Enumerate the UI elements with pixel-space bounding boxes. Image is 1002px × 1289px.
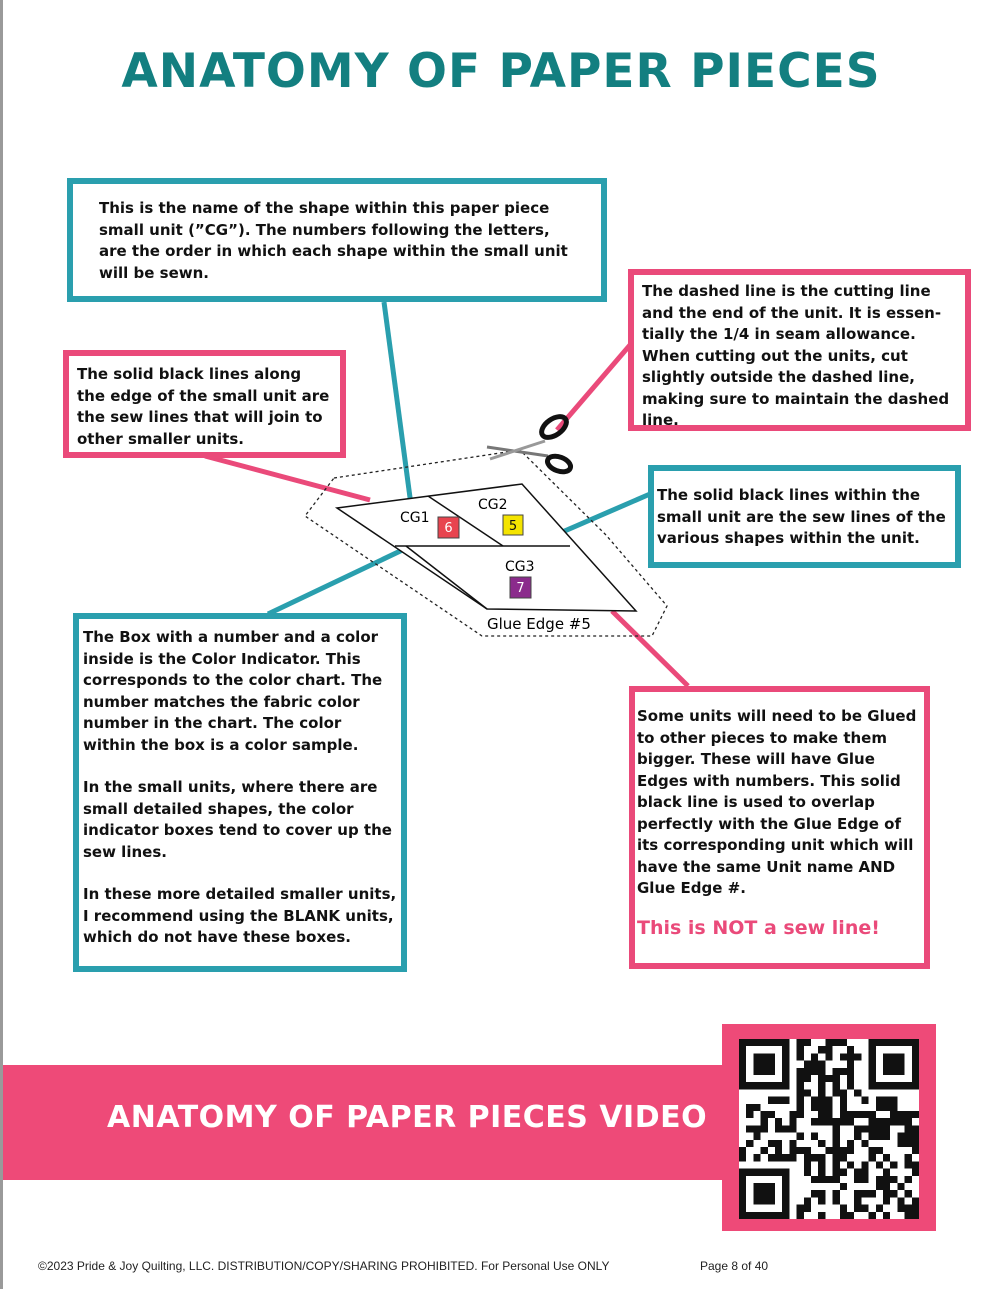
callout-shape-name	[67, 178, 607, 302]
color-indicator-7	[510, 577, 531, 598]
scissors-icon	[487, 412, 573, 474]
glue-edge-label: Glue Edge #5	[487, 615, 591, 633]
page-title: ANATOMY OF PAPER PIECES	[121, 44, 881, 99]
callout-shape-name-text: This is the name of the shape within this paper piece small unit (”CG”). The numbers following the letters, are the order in which each shape within the small unit will be sewn.	[99, 199, 568, 282]
callout-solid-edge-text: The solid black lines along the edge of the small unit are the sew lines that will join to other smaller units.	[77, 365, 330, 448]
shape-label-cg1: CG1	[400, 510, 430, 526]
callout-solid-within-text: The solid black lines within the small unit are the sew lines of the various shapes within the unit.	[657, 486, 946, 547]
callout-dashed-line-text: The dashed line is the cutting line and the end of the unit. It is essentially the 1/4 in seam allowance. When cutting out the units, cut slightly outside the dashed line, making sure to maintain the dashed line.	[642, 282, 950, 429]
color-indicator-6	[438, 517, 459, 538]
callout-dashed-line	[628, 269, 971, 431]
color-indicator-number: 5	[508, 519, 518, 534]
color-indicator-5	[503, 515, 523, 535]
connector-shape-name	[384, 302, 411, 505]
footer-copyright: ©2023 Pride & Joy Quilting, LLC. DISTRIBUTION/COPY/SHARING PROHIBITED. For Personal Use ONLY	[38, 1259, 610, 1273]
callout-color-indicator-text-1: The Box with a number and a color inside is the Color Indicator. This corresponds to the color chart. The number matches the fabric color number in the chart. The color within the box is a color sample.	[83, 628, 383, 754]
video-banner-label[interactable]: ANATOMY OF PAPER PIECES VIDEO	[107, 1100, 708, 1135]
connector-glue-edge	[612, 611, 688, 686]
callout-solid-edge	[63, 350, 346, 458]
callout-glue-edge-warning: This is NOT a sew line!	[637, 916, 880, 939]
callout-glue-edge	[629, 686, 930, 969]
callout-color-indicator	[73, 613, 407, 972]
callout-solid-within	[648, 465, 961, 568]
connector-solid-edge	[205, 456, 370, 500]
shape-label-cg3: CG3	[505, 559, 535, 575]
connector-dashed-line	[557, 345, 630, 430]
callout-color-indicator-text-3: In these more detailed smaller units, I recommend using the BLANK units, which do not have these boxes.	[83, 885, 397, 946]
shape-label-cg2: CG2	[478, 497, 508, 513]
color-indicator-number: 7	[516, 581, 525, 596]
qr-code-icon[interactable]	[739, 1039, 919, 1219]
footer-page-number: Page 8 of 40	[700, 1259, 769, 1273]
callout-color-indicator-text-2: In the small units, where there are small detailed shapes, the color indicator boxes tend to cover up the sew lines.	[83, 778, 392, 861]
color-indicator-number: 6	[444, 521, 453, 536]
callout-glue-edge-text: Some units will need to be Glued to other pieces to make them bigger. These will have Glue Edges with numbers. This solid black line is used to overlap perfectly with the Glue Edge of its corresponding unit which will have the same Unit name AND Glue Edge #.	[637, 707, 917, 897]
